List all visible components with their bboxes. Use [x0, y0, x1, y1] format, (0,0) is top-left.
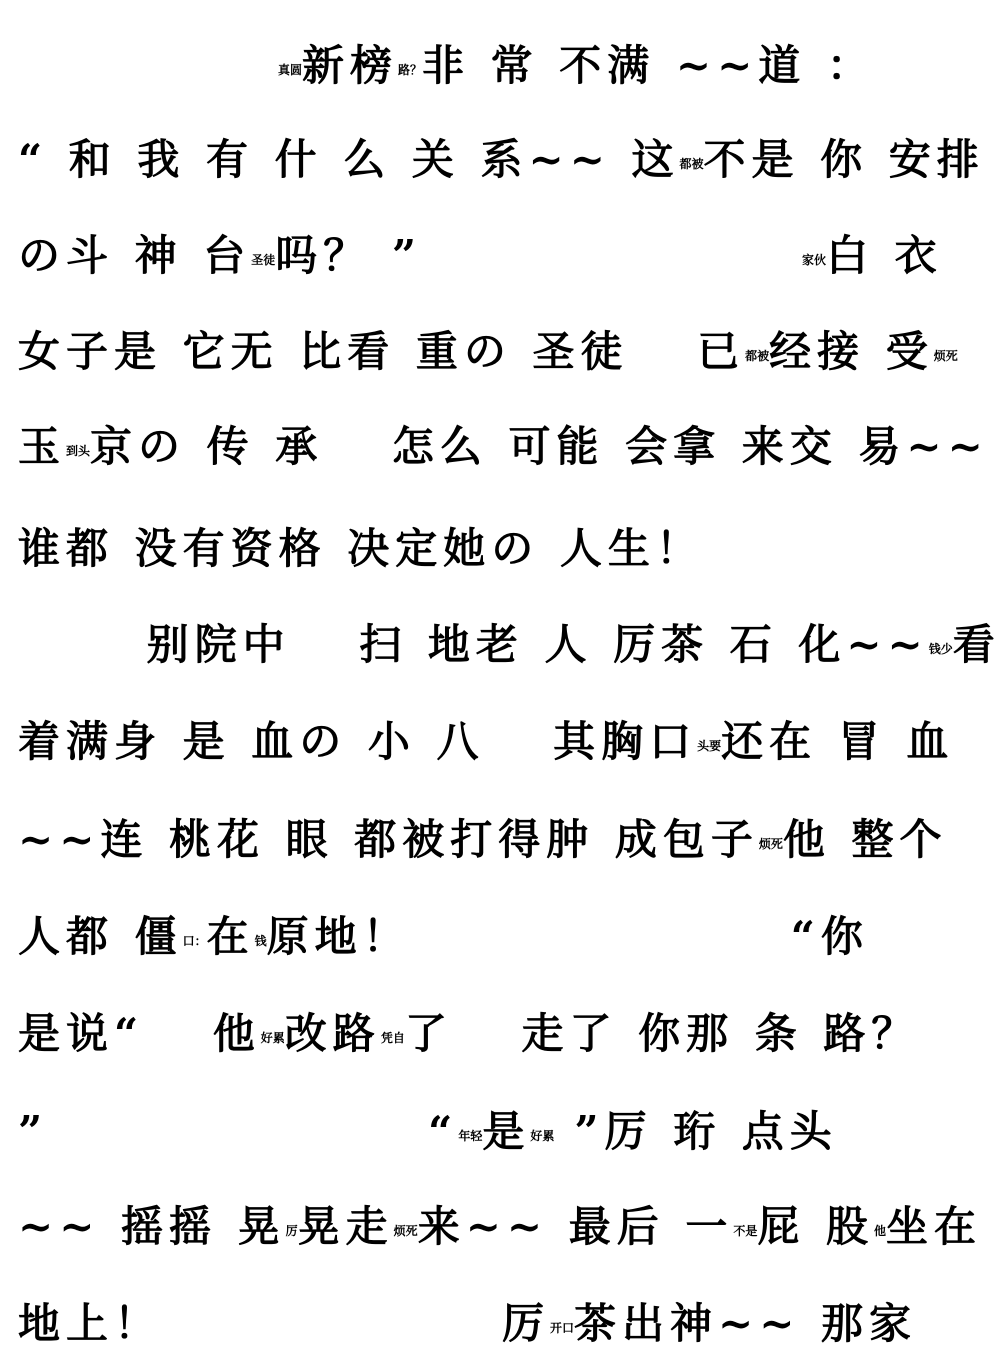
text-line-13: [18, 1201, 982, 1253]
text-run: “: [428, 1107, 459, 1156]
text-run: 屁 股: [757, 1202, 874, 1251]
noise-mark: 好累: [260, 1031, 285, 1045]
text-run: 地上！: [18, 1299, 163, 1348]
noise-mark: 钱少: [928, 642, 953, 656]
noise-mark: 不是: [733, 1224, 758, 1238]
noise-mark: 凭自: [380, 1031, 405, 1045]
noise-mark: 年轻: [458, 1129, 483, 1143]
noise-mark: 烦死: [758, 837, 783, 851]
text-run: 他 整个: [782, 815, 948, 864]
text-run: 别院中 扫 地老 人 厉茶 石 化~~: [78, 620, 929, 669]
text-run: 不是 你 安排: [703, 135, 985, 184]
text-run: “ 和 我 有 什 么 关 系~~ 这: [18, 135, 680, 184]
text-run: 厉: [502, 1299, 551, 1348]
noise-mark: 路？: [398, 63, 423, 77]
text-run: 是说“ 他: [18, 1009, 261, 1058]
text-run: 晃走: [297, 1202, 394, 1251]
noise-mark: 真圆: [278, 63, 303, 77]
text-run: 是: [482, 1107, 531, 1156]
text-line-1: [18, 40, 938, 92]
text-run: 坐在: [885, 1202, 982, 1251]
text-line-2: [18, 134, 985, 186]
text-run: 来~~ 最后 一: [417, 1202, 734, 1251]
noise-mark: 厉: [285, 1224, 298, 1238]
text-line-14: [18, 1298, 938, 1350]
text-run: 着满身 是 血の 小 八 其胸口: [18, 717, 698, 766]
text-run: 茶出神~~ 那家: [574, 1299, 918, 1348]
text-line-10: [18, 911, 938, 963]
text-line-12: [18, 1106, 938, 1158]
noise-mark: 到头: [66, 444, 91, 458]
text-run: ”厉 珩 点头: [574, 1107, 838, 1156]
text-run: 了 走了 你那 条 路？: [404, 1009, 920, 1058]
text-run: “你: [790, 912, 869, 961]
noise-mark: 头要: [697, 739, 722, 753]
text-run: ”: [18, 1107, 49, 1156]
noise-mark: 好累: [530, 1129, 555, 1143]
text-line-9: [18, 814, 948, 866]
text-run: 女子是 它无 比看 重の 圣徒 已: [18, 327, 746, 376]
text-run: 人都 僵: [18, 912, 183, 961]
noise-mark: 都被: [679, 157, 704, 171]
text-run: 原地！: [266, 912, 411, 961]
noise-mark: 口：: [182, 934, 207, 948]
noise-mark: 圣徒: [251, 253, 276, 267]
text-run: 看: [952, 620, 1001, 669]
noise-mark: 烦死: [393, 1224, 418, 1238]
text-run: 还在 冒 血: [721, 717, 955, 766]
noise-mark: 家伙: [802, 253, 827, 267]
text-run: 在: [206, 912, 255, 961]
noise-mark: 烦死: [933, 349, 958, 363]
text-line-4: [18, 326, 958, 378]
text-line-6: [18, 523, 938, 575]
noise-mark: 钱: [254, 934, 267, 948]
text-run: ~~连 桃花 眼 都被打得肿 成包子: [18, 815, 759, 864]
text-line-7: [18, 619, 1001, 671]
noise-mark: 开口: [550, 1321, 575, 1335]
text-run: 白 衣: [826, 231, 943, 280]
text-run: 新榜: [302, 41, 399, 90]
text-run: 京の 传 承 怎么 可能 会拿 来交 易~~: [90, 422, 989, 471]
text-run: 经接 受: [769, 327, 934, 376]
text-run: の斗 神 台: [18, 231, 252, 280]
noise-mark: 都被: [745, 349, 770, 363]
noise-mark: 他: [873, 1224, 886, 1238]
text-run: 玉: [18, 422, 67, 471]
text-line-3: [18, 230, 943, 282]
text-run: ~~ 摇摇 晃: [18, 1202, 286, 1251]
text-line-11: [18, 1008, 938, 1060]
text-run: 吗？ ”: [275, 231, 423, 280]
text-run: 非 常 不满 ~~道 ：: [422, 41, 875, 90]
text-run: 谁都 没有资格 决定她の 人生！: [18, 524, 704, 573]
text-run: 改路: [284, 1009, 381, 1058]
text-line-8: [18, 716, 955, 768]
text-line-5: [18, 421, 989, 473]
